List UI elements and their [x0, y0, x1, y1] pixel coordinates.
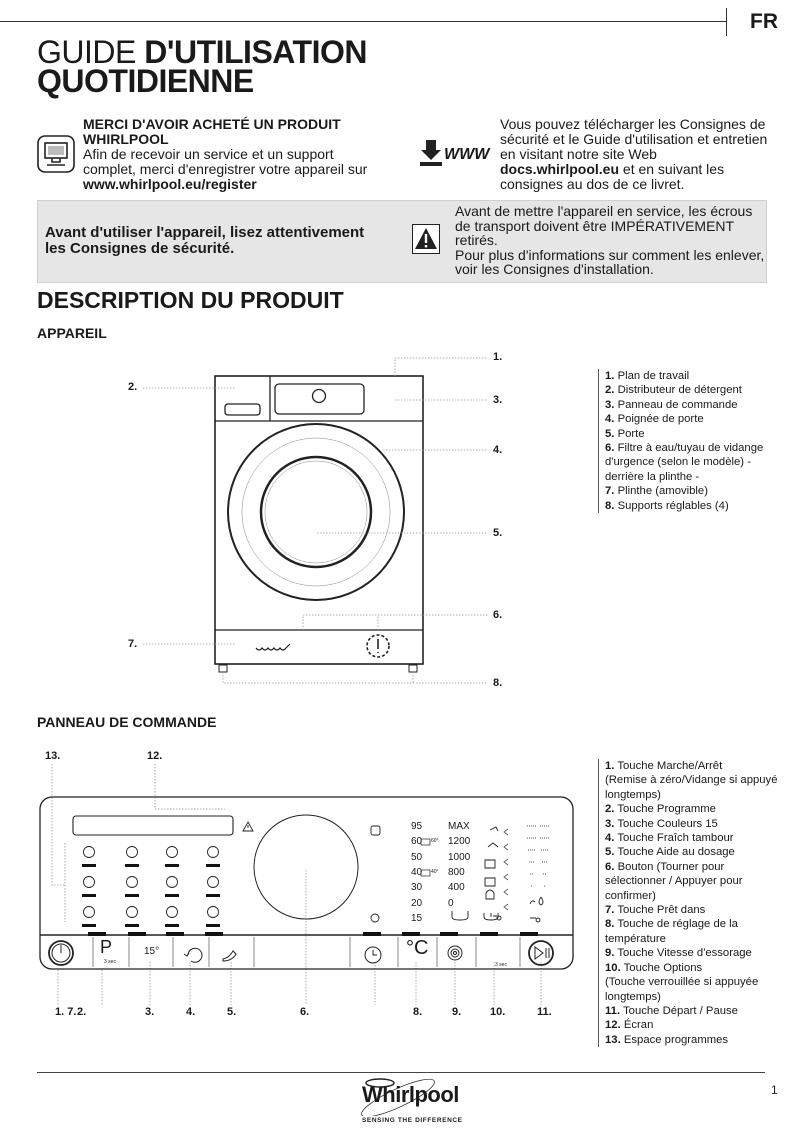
legend-text: Touche Programme	[617, 803, 716, 816]
button-marker	[166, 932, 184, 936]
legend-text: Touche Prêt dans	[617, 904, 706, 917]
legend-item	[605, 961, 795, 975]
program-icon[interactable]	[208, 877, 219, 888]
options-hold-label: 3 sec	[495, 962, 507, 968]
button-marker	[480, 932, 498, 936]
program-hold-label: 3 sec	[104, 959, 116, 965]
button-marker	[88, 932, 106, 936]
legend-item	[605, 889, 795, 903]
transport-bolts-text: Avant de mettre l'appareil en service, les écrous de transport doivent être IMPÉRATIVEMENT retirés.	[455, 203, 753, 249]
callout-13: 13.	[45, 750, 61, 762]
legend-text: Filtre à eau/tuyau de vidange	[617, 442, 764, 455]
legend-item	[605, 455, 795, 469]
legend-item	[605, 412, 795, 426]
callout-3: 3.	[493, 394, 503, 406]
program-indicator	[125, 924, 139, 927]
button-marker	[520, 932, 538, 936]
legend-number: 12.	[605, 1019, 621, 1032]
panel-callout: 2.	[77, 1006, 87, 1018]
legend-item	[605, 499, 795, 513]
appliance-heading: APPAREIL	[37, 325, 107, 341]
legend-item	[605, 1018, 795, 1032]
legend-number: 4.	[605, 832, 615, 845]
page-number: 1	[771, 1083, 778, 1097]
section-heading: DESCRIPTION DU PRODUIT	[37, 287, 344, 313]
callout-7: 7.	[128, 638, 138, 650]
button-marker	[402, 932, 420, 936]
spin-speed-option: 400	[448, 882, 465, 894]
thanks-heading: MERCI D'AVOIR ACHETÉ UN PRODUIT WHIRLPOOL	[83, 116, 341, 147]
legend-text: d'urgence (selon le modèle) -	[605, 456, 751, 469]
eco-badge-60: 60°	[431, 838, 439, 844]
program-icon[interactable]	[127, 877, 138, 888]
title-light: GUIDE	[37, 34, 145, 70]
legend-text: Espace programmes	[623, 1033, 729, 1046]
legend-text: température	[605, 932, 666, 945]
program-icon[interactable]	[167, 907, 178, 918]
program-indicator	[206, 924, 220, 927]
legend-item	[605, 917, 795, 931]
program-indicator	[125, 894, 139, 897]
spin-speed-option: 1200	[448, 836, 471, 848]
appliance-legend	[598, 369, 795, 513]
program-indicator	[82, 924, 96, 927]
legend-text: Panneau de commande	[617, 398, 738, 411]
legend-item	[605, 817, 795, 831]
docs-link[interactable]: docs.whirlpool.eu	[500, 161, 620, 177]
panel-callout: 4.	[186, 1006, 196, 1018]
program-indicator	[165, 924, 179, 927]
legend-number: 8.	[605, 499, 615, 512]
button-marker	[363, 932, 381, 936]
program-indicator	[165, 894, 179, 897]
temperature-option: 30	[411, 882, 423, 894]
control-panel-diagram	[0, 760, 590, 1020]
callout-6: 6.	[493, 609, 503, 621]
legend-number: 10.	[605, 961, 621, 974]
page-title-line2: QUOTIDIENNE	[37, 63, 254, 99]
program-icon[interactable]	[127, 847, 138, 858]
temperature-option: 95	[411, 821, 423, 832]
legend-item	[605, 975, 795, 989]
legend-text: confirmer)	[605, 889, 656, 902]
temperature-option: 50	[411, 851, 423, 863]
monitor-icon	[37, 135, 75, 173]
legend-number: 8.	[605, 918, 615, 931]
panel-callout: 6.	[300, 1006, 310, 1018]
legend-item	[605, 845, 795, 859]
legend-number: 2.	[605, 384, 615, 397]
temperature-option: 20	[411, 897, 423, 909]
thanks-block	[83, 117, 383, 192]
legend-text: Plan de travail	[617, 370, 690, 382]
legend-text: (Touche verrouillée si appuyée	[605, 976, 759, 989]
panel-callout: 10.	[490, 1006, 506, 1018]
legend-number: 5.	[605, 846, 615, 859]
legend-text: Porte	[617, 427, 645, 440]
control-panel-heading: PANNEAU DE COMMANDE	[37, 714, 217, 730]
callout-2: 2.	[128, 381, 138, 393]
program-indicator	[125, 864, 139, 867]
program-icon[interactable]	[208, 847, 219, 858]
legend-item	[605, 759, 795, 773]
legend-item	[605, 874, 795, 888]
legend-item	[605, 788, 795, 802]
legend-text: Bouton (Tourner pour	[617, 860, 725, 873]
legend-text: Touche Options	[623, 961, 703, 974]
program-icon[interactable]	[167, 877, 178, 888]
colours-15-button[interactable]: 15°	[144, 946, 160, 957]
panel-callout: 9.	[452, 1006, 462, 1018]
program-icon[interactable]	[84, 907, 95, 918]
legend-text: longtemps)	[605, 788, 661, 801]
header-divider	[726, 8, 727, 36]
spin-speed-option: 0	[448, 897, 454, 909]
download-text	[500, 117, 775, 192]
program-icon[interactable]	[84, 877, 95, 888]
legend-text: Touche Aide au dosage	[617, 846, 735, 859]
legend-text: Écran	[623, 1019, 654, 1032]
temperature-option: 60	[411, 836, 423, 848]
legend-item	[605, 802, 795, 816]
temperature-option: 40	[411, 866, 423, 878]
legend-item	[605, 946, 795, 960]
www-label: WWW	[444, 146, 490, 163]
legend-text: (Remise à zéro/Vidange si appuyé	[605, 774, 778, 787]
legend-number: 11.	[605, 1004, 621, 1017]
legend-item	[605, 990, 795, 1004]
program-icon[interactable]	[127, 907, 138, 918]
legend-text: Plinthe (amovible)	[617, 485, 708, 498]
legend-item	[605, 903, 795, 917]
button-marker	[205, 932, 223, 936]
read-safety-instructions: Avant d'utiliser l'appareil, lisez attentivement les Consignes de sécurité.	[45, 224, 365, 257]
legend-number: 4.	[605, 413, 615, 426]
legend-number: 1.	[605, 760, 615, 772]
footer-rule	[37, 1072, 765, 1073]
legend-number: 7.	[605, 904, 615, 917]
thanks-text: Afin de recevoir un service et un support complet, merci d'enregistrer votre appareil sur	[83, 146, 368, 177]
program-indicator	[82, 864, 96, 867]
legend-text: Touche Couleurs 15	[617, 817, 718, 830]
transport-bolts-warning	[455, 204, 765, 277]
legend-number: 6.	[605, 442, 615, 455]
panel-callout: 5.	[227, 1006, 237, 1018]
legend-item	[605, 398, 795, 412]
program-icon[interactable]	[167, 847, 178, 858]
title-bold: D'UTILISATION	[144, 34, 367, 70]
legend-text: Touche Fraîch tambour	[617, 832, 734, 845]
legend-text: sélectionner / Appuyer pour	[605, 875, 743, 888]
legend-number: 13.	[605, 1033, 621, 1046]
whirlpool-logo	[340, 1076, 480, 1128]
register-link[interactable]: www.whirlpool.eu/register	[83, 176, 257, 192]
program-indicator	[165, 864, 179, 867]
temperature-button[interactable]: °C	[406, 937, 429, 959]
callout-5: 5.	[493, 527, 503, 539]
legend-number: 9.	[605, 947, 615, 960]
legend-text: Distributeur de détergent	[617, 384, 742, 397]
download-text-part2: et en suivant les consignes au dos de ce livret.	[500, 161, 725, 192]
legend-text: Touche Départ / Pause	[623, 1004, 738, 1017]
legend-text: Supports réglables (4)	[617, 499, 729, 512]
legend-item	[605, 1004, 795, 1018]
button-marker	[440, 932, 458, 936]
callout-4: 4.	[493, 444, 503, 456]
legend-number: 3.	[605, 817, 615, 830]
panel-callout: 8.	[413, 1006, 423, 1018]
program-indicator	[206, 894, 220, 897]
temperature-option: 15	[411, 912, 423, 924]
warning-icon	[412, 224, 440, 254]
legend-text: Touche Vitesse d'essorage	[617, 947, 752, 960]
legend-number: 3.	[605, 398, 615, 411]
legend-item	[605, 441, 795, 455]
header-rule	[0, 21, 726, 22]
download-www-icon	[418, 138, 498, 168]
program-icon[interactable]	[84, 847, 95, 858]
legend-number: 7.	[605, 485, 615, 498]
legend-text: Touche Marche/Arrêt	[617, 760, 723, 772]
legend-text: Poignée de porte	[617, 413, 704, 426]
program-icon[interactable]	[208, 907, 219, 918]
installation-reference-text: Pour plus d'informations sur comment les enlever, voir les Consignes d'installation.	[455, 246, 765, 278]
brand-tagline: SENSING THE DIFFERENCE	[362, 1117, 463, 1124]
download-text-part1: Vous pouvez télécharger les Consignes de sécurité et le Guide d'utilisation et entretien en visitant notre site Web	[500, 116, 768, 162]
program-indicator	[82, 894, 96, 897]
legend-item	[605, 470, 795, 484]
legend-item	[605, 860, 795, 874]
spin-speed-option: MAX	[448, 821, 470, 832]
panel-callout: 1. 7.	[55, 1006, 77, 1018]
callout-1: 1.	[493, 351, 503, 363]
spin-speed-option: 800	[448, 866, 465, 878]
callout-12: 12.	[147, 750, 163, 762]
legend-number: 6.	[605, 860, 615, 873]
legend-item	[605, 484, 795, 498]
callout-8: 8.	[493, 677, 503, 689]
button-marker	[128, 932, 146, 936]
language-code: FR	[750, 10, 778, 33]
legend-item	[605, 773, 795, 787]
panel-callout: 3.	[145, 1006, 155, 1018]
legend-item	[605, 1033, 795, 1047]
spin-speed-option: 1000	[448, 851, 471, 863]
legend-item	[605, 932, 795, 946]
brand-name: Whirlpool	[362, 1082, 459, 1107]
eco-badge-40: 40°	[431, 869, 439, 875]
control-panel-legend	[598, 759, 795, 1047]
program-button[interactable]: P	[100, 937, 113, 957]
legend-text: derrière la plinthe -	[605, 470, 700, 483]
legend-item	[605, 383, 795, 397]
download-arrow-icon	[418, 138, 444, 168]
panel-callout: 11.	[537, 1006, 552, 1018]
legend-text: Touche de réglage de la	[617, 918, 738, 931]
legend-item	[605, 427, 795, 441]
legend-item	[605, 831, 795, 845]
legend-item	[605, 369, 795, 383]
legend-number: 5.	[605, 427, 615, 440]
legend-text: longtemps)	[605, 990, 661, 1003]
program-indicator	[206, 864, 220, 867]
legend-number: 2.	[605, 803, 615, 816]
legend-number: 1.	[605, 370, 615, 382]
